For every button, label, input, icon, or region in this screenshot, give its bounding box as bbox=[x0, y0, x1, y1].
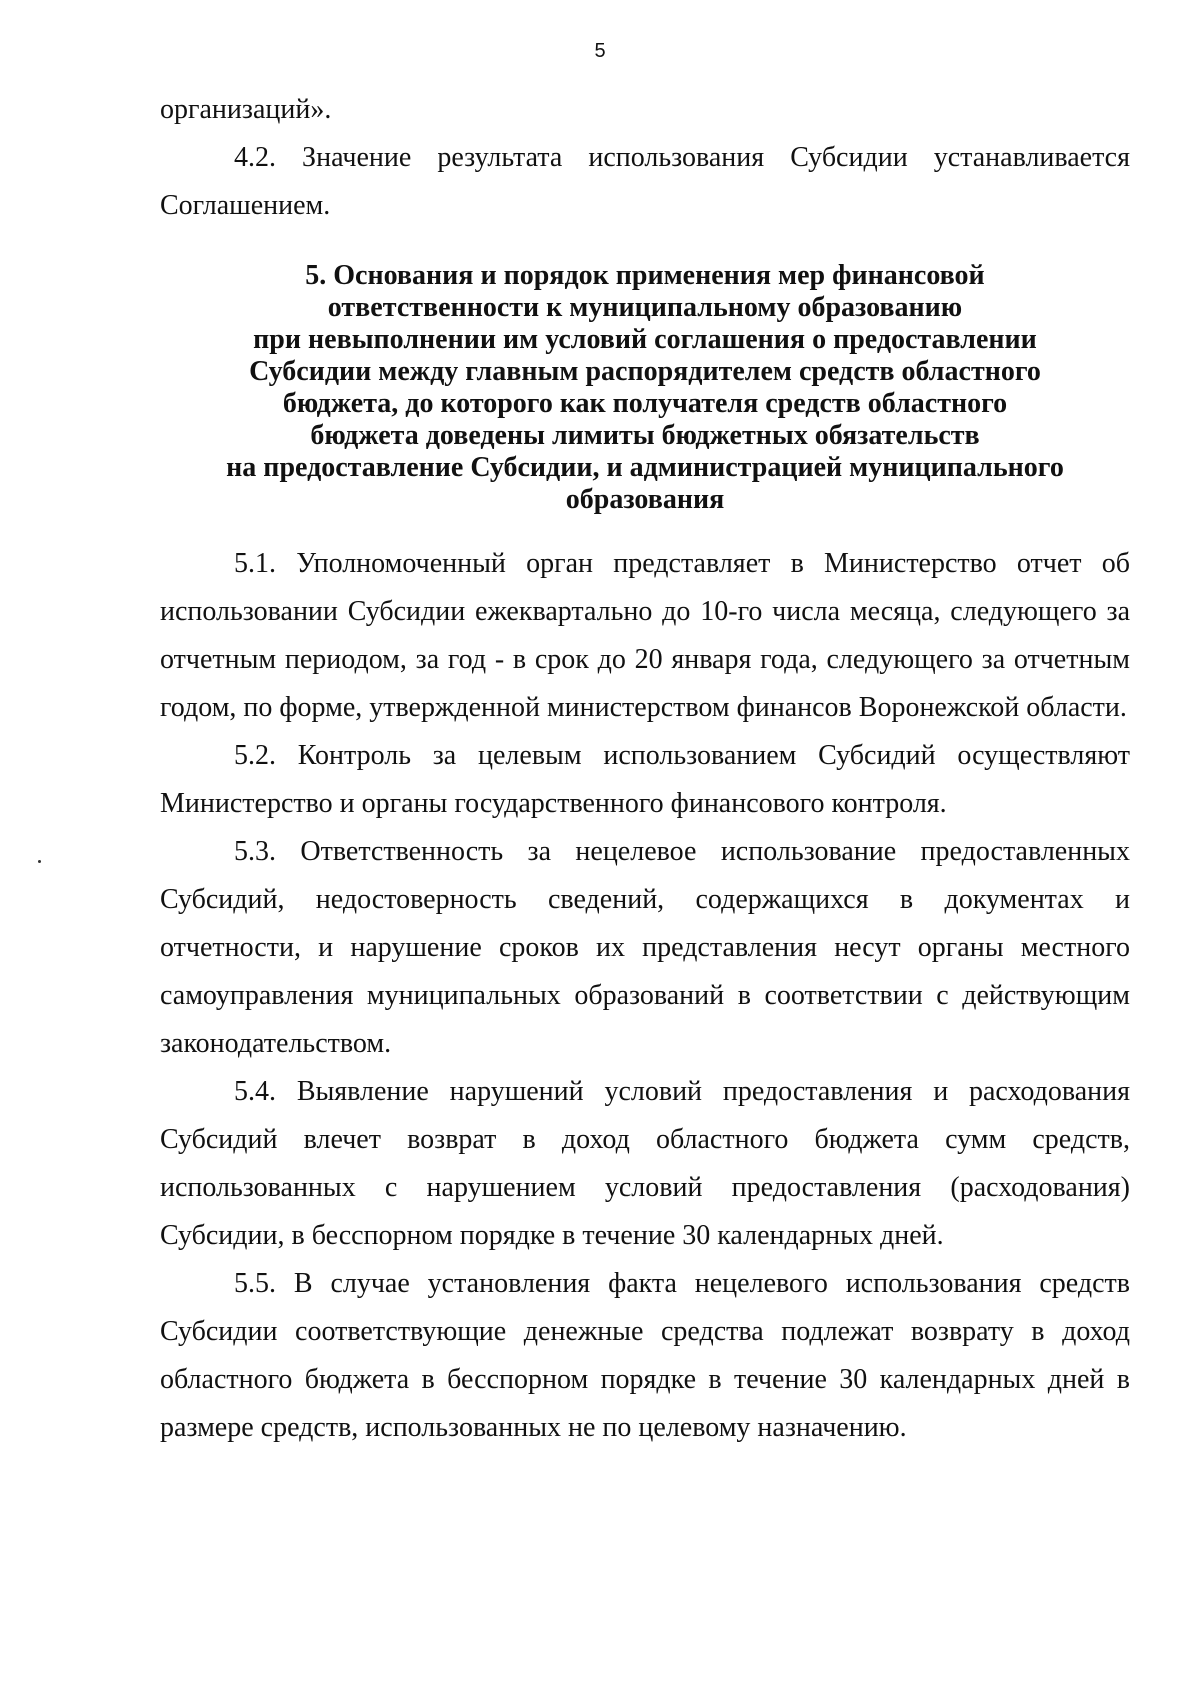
paragraph-5-1: 5.1. Уполномоченный орган представляет в Министерство отчет об использовании Субсидии ежеквартально до 10-го числа месяца, следующего за отчетным периодом, за год - в срок до 20 января года, следующего за отчетным годом, по форме, утвержденной министерством финансов Воронежской области. bbox=[160, 548, 1130, 723]
paragraph-5-3: 5.3. Ответственность за нецелевое использование предоставленных Субсидий, недостоверность сведений, содержащихся в документах и отчетности, и нарушение сроков их представления несут органы местного самоуправления муниципальных образований в соответствии с действующим законодательством. bbox=[160, 836, 1130, 1059]
heading-line: образования bbox=[565, 484, 725, 515]
heading-line: при невыполнении им условий соглашения о предоставлении bbox=[253, 324, 1037, 355]
heading-line: ответственности к муниципальному образованию bbox=[327, 292, 963, 323]
heading-line: бюджета, до которого как получателя средств областного bbox=[282, 388, 1008, 419]
paragraph-4-2: 4.2. Значение результата использования Субсидии устанавливается Соглашением. bbox=[160, 142, 1130, 221]
heading-line: бюджета доведены лимиты бюджетных обязательств bbox=[310, 420, 980, 451]
document-body bbox=[160, 86, 1130, 1452]
scan-speck bbox=[38, 860, 41, 863]
paragraph-5-2: 5.2. Контроль за целевым использованием Субсидий осуществляют Министерство и органы государственного финансового контроля. bbox=[160, 740, 1130, 819]
heading-line: 5. Основания и порядок применения мер финансовой bbox=[305, 260, 985, 291]
heading-line: Субсидии между главным распорядителем средств областного bbox=[249, 356, 1041, 387]
paragraph-5-4: 5.4. Выявление нарушений условий предоставления и расходования Субсидий влечет возврат в доход областного бюджета сумм средств, использованных с нарушением условий предоставления (расходования) Субсидии, в бесспорном порядке в течение 30 календарных дней. bbox=[160, 1076, 1130, 1251]
paragraph-continuation: организаций». bbox=[160, 94, 332, 125]
paragraph-5-5: 5.5. В случае установления факта нецелевого использования средств Субсидии соответствующие денежные средства подлежат возврату в доход областного бюджета в бесспорном порядке в течение 30 календарных дней в размере средств, использованных не по целевому назначению. bbox=[160, 1268, 1130, 1443]
heading-line: на предоставление Субсидии, и администрацией муниципального bbox=[226, 452, 1064, 483]
page-number: 5 bbox=[594, 40, 606, 62]
section-5-heading bbox=[160, 260, 1130, 516]
